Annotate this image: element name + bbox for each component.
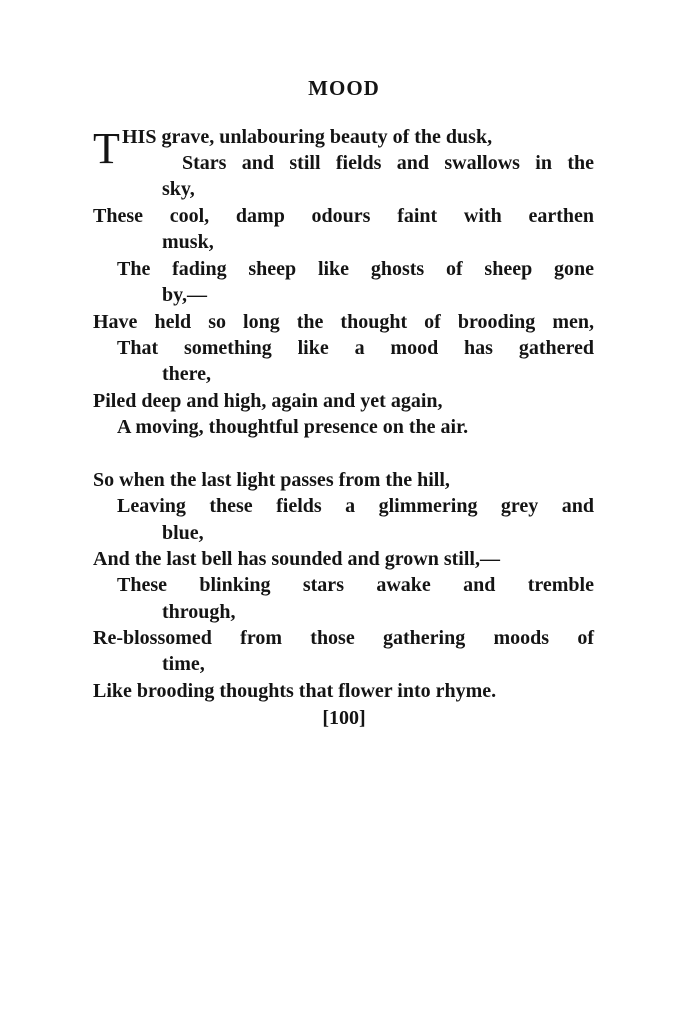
- drop-cap: T: [93, 124, 120, 173]
- poem-line: And the last bell has sounded and grown still,—: [93, 548, 500, 570]
- poem-line: The fading sheep like ghosts of sheep gone: [117, 258, 594, 280]
- poem-line-first: HIS grave, unlabouring beauty of the dusk,: [122, 126, 493, 148]
- poem-line: Piled deep and high, again and yet again,: [93, 390, 443, 412]
- poem-line: sky,: [162, 178, 195, 200]
- poem-line: Have held so long the thought of brooding men,: [93, 311, 594, 333]
- poem-line: Stars and still fields and swallows in the: [182, 152, 594, 174]
- poem-line: These blinking stars awake and tremble: [117, 574, 594, 596]
- poem-line: musk,: [162, 231, 214, 253]
- poem-line: Re-blossomed from those gathering moods of: [93, 627, 594, 649]
- poem-line: Like brooding thoughts that flower into rhyme.: [93, 680, 497, 702]
- poem-line: blue,: [162, 522, 204, 544]
- poem-line: Leaving these fields a glimmering grey and: [117, 495, 594, 517]
- poem-line: time,: [162, 653, 205, 675]
- poem-line: A moving, thoughtful presence on the air.: [117, 416, 469, 438]
- poem-line: These cool, damp odours faint with earthen: [93, 205, 594, 227]
- poem-line: there,: [162, 363, 212, 385]
- poem-line: That something like a mood has gathered: [117, 337, 594, 359]
- poem-line: So when the last light passes from the hill,: [93, 469, 450, 491]
- poem-line: by,—: [162, 284, 208, 306]
- poem-line: through,: [162, 601, 236, 623]
- page-number: [100]: [322, 707, 366, 729]
- poem-title: MOOD: [308, 76, 380, 100]
